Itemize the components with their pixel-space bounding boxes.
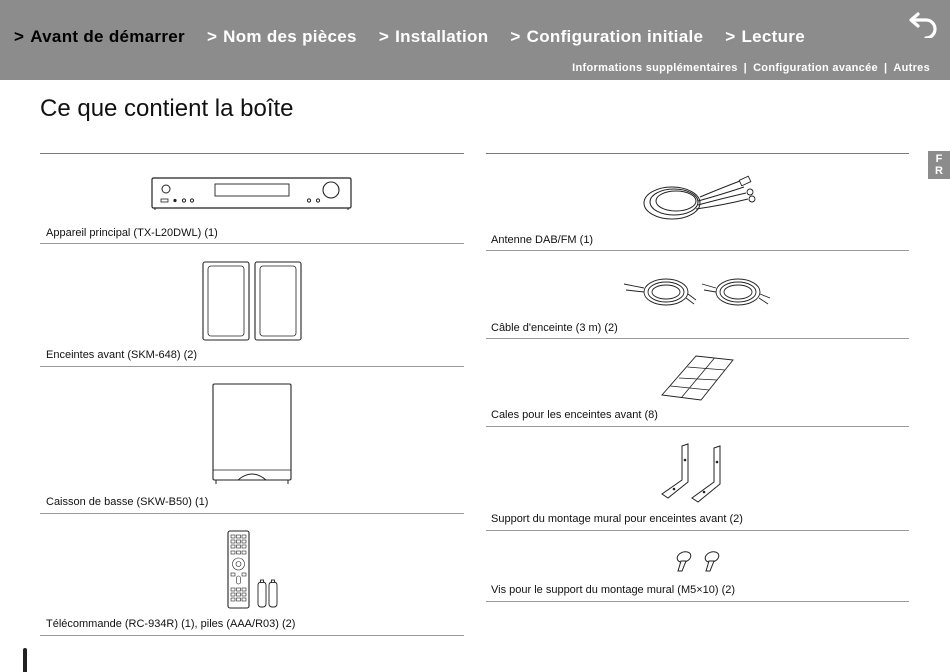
nav-configuration-initiale[interactable]: > Configuration initiale [510, 27, 704, 46]
subnav-separator: | [743, 62, 748, 74]
header-bar [0, 0, 950, 80]
item-divider [40, 366, 464, 367]
receiver-icon [151, 177, 353, 211]
subnav-autres[interactable]: Autres [893, 62, 930, 74]
page-title: Ce que contient la boîte [40, 95, 294, 122]
speaker-cable-icon [620, 274, 776, 310]
nav-avant-de-demarrer[interactable]: > Avant de démarrer [14, 27, 185, 46]
caption-remote-control: Télécommande (RC-934R) (1), piles (AAA/R03) (2) [46, 618, 296, 630]
batteries-icon [258, 580, 277, 607]
item-divider [486, 530, 909, 531]
item-divider [486, 601, 909, 602]
secondary-nav [572, 62, 930, 74]
item-divider [40, 635, 464, 636]
item-divider [40, 243, 464, 244]
subnav-informations-supplementaires[interactable]: Informations supplémentaires [572, 62, 738, 74]
item-divider [486, 338, 909, 339]
left-column-divider [40, 153, 464, 154]
item-divider [40, 513, 464, 514]
back-arrow-icon[interactable] [908, 8, 940, 38]
screws-icon [670, 549, 726, 573]
caption-receiver: Appareil principal (TX-L20DWL) (1) [46, 227, 218, 239]
main-nav [14, 27, 827, 47]
right-column-divider [486, 153, 909, 154]
language-tab-fr[interactable]: F R [928, 151, 950, 179]
caption-speaker-cable: Câble d'enceinte (3 m) (2) [491, 322, 618, 334]
subwoofer-icon [210, 382, 294, 486]
wall-bracket-icon [660, 442, 736, 504]
item-divider [486, 426, 909, 427]
nav-nom-des-pieces[interactable]: > Nom des pièces [206, 27, 357, 46]
caption-wall-bracket: Support du montage mural pour enceintes avant (2) [491, 513, 743, 525]
caption-antenna: Antenne DAB/FM (1) [491, 234, 594, 246]
speaker-pads-icon [660, 354, 736, 402]
subnav-configuration-avancee[interactable]: Configuration avancée [753, 62, 878, 74]
caption-speaker-pads: Cales pour les enceintes avant (8) [491, 409, 658, 421]
remote-control-icon [226, 530, 282, 610]
nav-lecture[interactable]: > Lecture [725, 27, 805, 46]
caption-screws: Vis pour le support du montage mural (M5×10) (2) [491, 584, 736, 596]
front-speakers-icon [201, 260, 303, 342]
item-divider [486, 250, 909, 251]
subnav-separator: | [883, 62, 888, 74]
nav-installation[interactable]: > Installation [378, 27, 489, 46]
antenna-cable-icon [640, 175, 758, 223]
page-edge-marker [23, 648, 27, 672]
caption-subwoofer: Caisson de basse (SKW-B50) (1) [46, 496, 209, 508]
caption-front-speakers: Enceintes avant (SKM-648) (2) [46, 349, 198, 361]
